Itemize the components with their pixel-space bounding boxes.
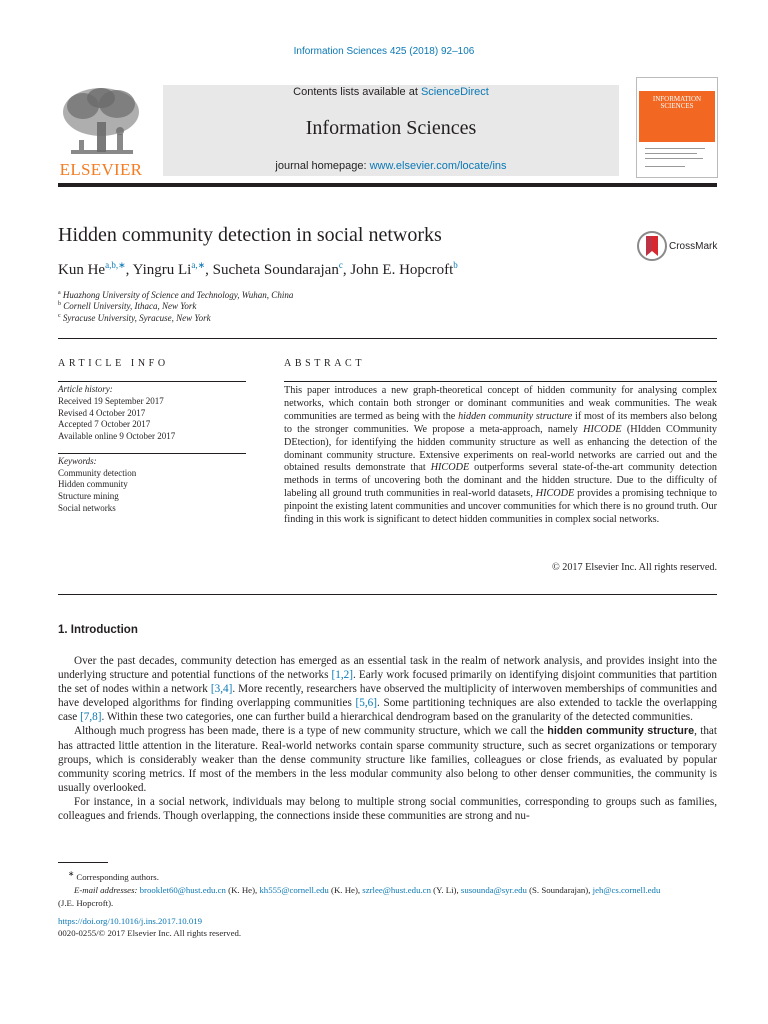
cover-line (645, 148, 705, 149)
abstract-body: This paper introduces a new graph-theoretical concept of hidden community for analysing complex networks, which contain both stronger or dominant communities and weak communities. The weak communities are termed as being with the hidden community structure if most of its members also belong to the stronger communities. We propose a meta-approach, namely HICODE (HIdden COmmunity DEtection), for identifying the hidden community structure as well as enhancing the detection of the dominant community structure. Extensive experiments on real-world networks are carried out and the obtained results demonstrate that HICODE outperforms several state-of-the-art community detection methods in terms of uncovering both the dominant and the hidden structure. Due to the difficulty of labeling all ground truth communities in real-world datasets, HICODE provides a promising technique to pinpoint the existing latent communities and uncover communities for which there is no ground truth. Our finding in this work is significant to detect hidden communities in complex social networks. (284, 385, 717, 526)
citation-link[interactable]: [1,2] (331, 669, 353, 682)
email-link[interactable]: kh555@cornell.edu (259, 884, 329, 895)
cover-line (645, 153, 697, 154)
doi-link[interactable]: https://doi.org/10.1016/j.ins.2017.10.019 (58, 916, 203, 926)
crossmark-label[interactable]: CrossMark (669, 241, 718, 252)
history-entry: Available online 9 October 2017 (58, 431, 176, 441)
header-rule (58, 183, 717, 187)
abstract-copyright: © 2017 Elsevier Inc. All rights reserved. (551, 562, 717, 573)
author-name: Yingru Li (132, 262, 192, 278)
abstract-rule (284, 381, 717, 382)
email-link[interactable]: szrlee@hust.edu.cn (362, 884, 431, 895)
email-link[interactable]: brooklet60@hust.edu.cn (139, 884, 226, 895)
cover-line (645, 158, 703, 159)
author-list (58, 260, 458, 279)
history-entry: Revised 4 October 2017 (58, 408, 146, 418)
cover-line (645, 166, 685, 167)
citation-link[interactable]: [5,6] (355, 697, 377, 710)
email-link[interactable]: jeh@cs.cornell.edu (592, 884, 661, 895)
issn-line: 0020-0255/© 2017 Elsevier Inc. All rights reserved. (58, 928, 242, 938)
affiliation-mark: c (58, 313, 61, 319)
section-heading-introduction: 1. Introduction (58, 624, 138, 636)
title-rule (58, 338, 717, 339)
introduction-body (58, 654, 717, 823)
affiliation-text: Huazhong University of Science and Technology, Wuhan, China (62, 290, 294, 300)
publisher-name: ELSEVIER (59, 160, 143, 179)
journal-citation[interactable]: Information Sciences 425 (2018) 92–106 (293, 46, 475, 57)
article-title: Hidden community detection in social networks (58, 224, 442, 246)
author-affiliation-mark[interactable]: a,b,∗ (105, 260, 126, 270)
affiliation-mark: a (58, 290, 61, 296)
affiliation-mark: b (58, 301, 61, 307)
abstract-heading: ABSTRACT (284, 358, 366, 369)
history-entry: Accepted 7 October 2017 (58, 419, 151, 429)
crossmark-icon[interactable] (637, 230, 667, 262)
citation-link[interactable]: [3,4] (210, 683, 233, 696)
journal-cover-thumbnail[interactable] (636, 77, 718, 178)
homepage-line: journal homepage: www.elsevier.com/locate/ins (275, 160, 507, 172)
history-entry: Received 19 September 2017 (58, 396, 164, 406)
author-name: Kun He (58, 262, 106, 278)
email-link[interactable]: susounda@syr.edu (460, 884, 527, 895)
corresponding-note: ∗ Corresponding authors. (68, 869, 159, 882)
affiliation (58, 301, 196, 311)
author-separator: , (125, 262, 133, 278)
contents-line: Contents lists available at ScienceDirect (293, 86, 489, 98)
keyword: Structure mining (58, 491, 119, 501)
paragraph: For instance, in a social network, individuals may belong to multiple strong social communities, corresponding to groups such as families, colleagues and friends. Though overlapping, the connections inside these communities are strong and nu- (58, 795, 717, 823)
article-info-rule (58, 381, 246, 382)
keywords-label: Keywords: (58, 456, 97, 466)
article-info-heading: ARTICLE INFO (58, 358, 169, 369)
author-name: Sucheta Soundarajan (212, 262, 339, 278)
email-note-tail: (J.E. Hopcroft). (58, 897, 114, 908)
author-affiliation-mark[interactable]: b (453, 260, 458, 270)
sciencedirect-link[interactable]: ScienceDirect (420, 86, 489, 98)
affiliation-text: Syracuse University, Syracuse, New York (62, 313, 211, 323)
author-separator: , (205, 262, 213, 278)
affiliation (58, 313, 211, 323)
author-affiliation-mark[interactable]: c (338, 260, 343, 270)
keywords-rule (58, 453, 246, 454)
author-affiliation-mark[interactable]: a,∗ (191, 260, 206, 270)
keyword: Community detection (58, 468, 137, 478)
keyword: Hidden community (58, 479, 128, 489)
journal-title: Information Sciences (305, 117, 477, 139)
cover-title: INFORMATION SCIENCES (652, 95, 702, 110)
history-label: Article history: (58, 384, 113, 394)
email-note: E-mail addresses: brooklet60@hust.edu.cn (K. He), kh555@cornell.edu (K. He), szrlee@hust.edu.cn (Y. Li), susounda@syr.edu (S. Soundarajan), jeh@cs.cornell.edu (74, 884, 661, 895)
paragraph: Over the past decades, community detection has emerged as an essential task in the realm of network analysis, and provides insight into the underlying structure and potential functions of the networks [1,2]. Early work focused primarily on identifying disjoint communities that partition the set of nodes within a network [3,4]. More recently, researchers have observed the multiplicity of interwoven memberships of communities and have developed algorithms for finding overlapping communities [5,6]. Some partitioning techniques are also extended to tackle the overlapping case [7,8]. Within these two categories, one can further build a hierarchical dendrogram based on the granularity of the detected communities. (58, 655, 717, 724)
author-name: John E. Hopcroft (350, 262, 454, 278)
affiliation-text: Cornell University, Ithaca, New York (63, 301, 197, 311)
footnote-mark: ∗ (68, 869, 75, 878)
citation-link[interactable]: [7,8] (80, 711, 102, 724)
author-separator: , (342, 262, 351, 278)
footnote-rule (58, 862, 108, 863)
affiliation (58, 290, 293, 300)
paragraph: Although much progress has been made, there is a type of new community structure, which we call the hidden community structure, that has attracted little attention in the literature. Real-world networks contain sparse community structure, such as secret organizations or temporary groups, which is considerably weaker than the dense community structure like families, colleagues or close friends, as evaluated by popular community scoring metrics. If most of the members in the less modular community also belong to other denser communities, the community is usually overlooked. (58, 725, 718, 794)
homepage-link[interactable]: www.elsevier.com/locate/ins (369, 160, 507, 172)
footnotes (58, 867, 717, 910)
keyword: Social networks (58, 503, 116, 513)
abstract-bottom-rule (58, 594, 717, 595)
